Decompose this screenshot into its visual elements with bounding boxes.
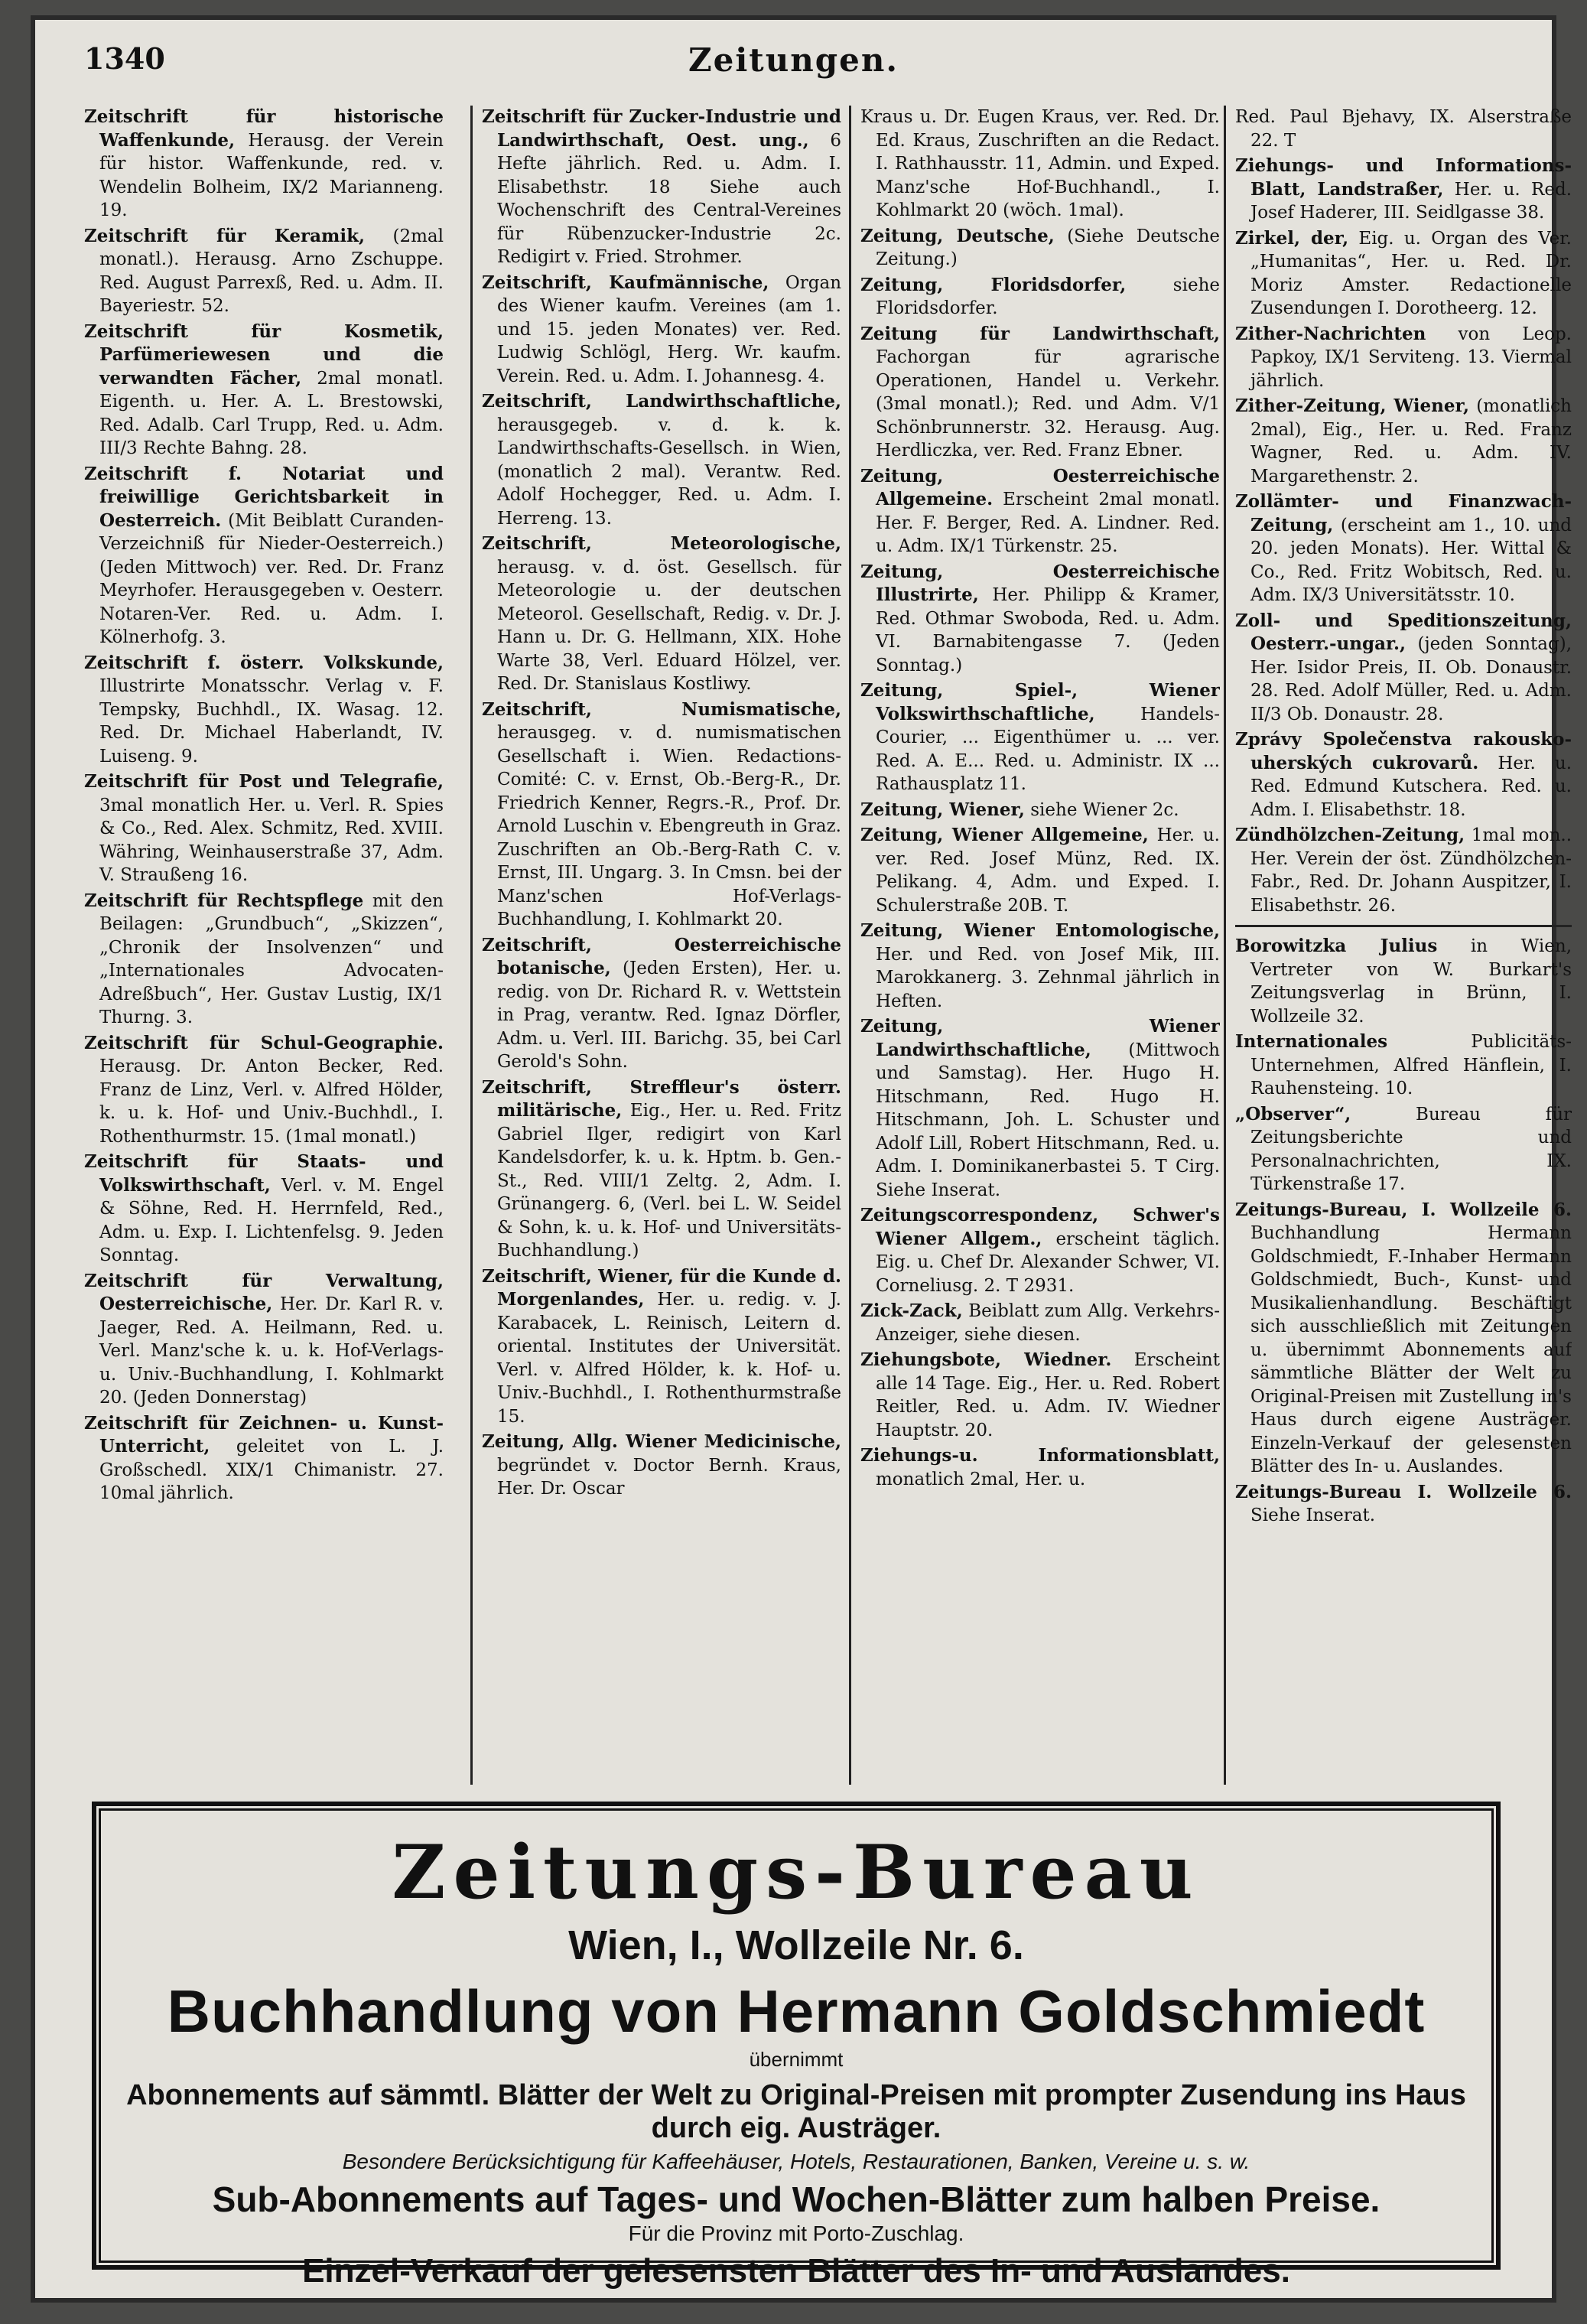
directory-entry (482, 272, 841, 389)
entry-text: (erscheint am 1., 10. und 20. jeden Monats). Her. Wittal & Co., Red. Fritz Wobitsch, Red. u. Adm. IX/3 Universitätsstr. 10. (1250, 515, 1572, 605)
directory-entry (84, 463, 444, 649)
directory-entry (482, 934, 841, 1074)
page-header (84, 41, 1503, 87)
entry-heading: Zoll- und Speditionszeitung, Oesterr.-ungar., (1235, 610, 1572, 654)
entry-heading: Internationales (1235, 1031, 1388, 1052)
directory-entry (860, 1300, 1220, 1346)
directory-entry (860, 274, 1220, 321)
directory-entry (84, 106, 444, 223)
ad-single-sale-line: Einzel-Verkauf der gelesensten Blätter des In- und Auslandes. (302, 2252, 1290, 2290)
entry-text: Organ des Wiener kaufm. Vereines (am 1. und 15. jeden Monates) ver. Red. Ludwig Schlögl, Herg. Wr. kaufm. Verein. Red. u. Adm. I. Johannesg. 4. (497, 272, 841, 386)
entry-text: Erscheint alle 14 Tage. Eig., Her. u. Red. Robert Reitler, Red. u. Adm. IV. Wiedner Hauptstr. 20. (876, 1350, 1220, 1440)
directory-entry (860, 225, 1220, 272)
entry-heading: Ziehungsbote, Wiedner. (860, 1349, 1112, 1370)
entry-heading: Zeitung, Oesterreichische Illustrirte, (860, 561, 1220, 605)
entry-heading: Zeitungs-Bureau I. Wollzeile 6. (1235, 1481, 1572, 1502)
directory-columns (84, 106, 1572, 1785)
entry-text: herausgegeb. v. d. k. k. Landwirthschafts-Gesellsch. in Wien, (monatlich 2 mal). Verantw. Red. Adolf Hochegger, Red. u. Adm. I. Herreng. 13. (497, 415, 841, 529)
entry-heading: Ziehungs-u. Informationsblatt, (860, 1445, 1220, 1466)
entry-heading: Zeitungs-Bureau, I. Wollzeile 6. (1235, 1199, 1572, 1220)
directory-entry (860, 465, 1220, 558)
entry-heading: Zeitschrift, Oesterreichische botanische, (482, 934, 841, 978)
directory-entry (860, 799, 1220, 822)
entry-text: Herausg. der Verein für histor. Waffenkunde, red. v. Wendelin Bolheim, IX/2 Marianneng. 19. (99, 130, 444, 220)
entry-text: Buchhandlung Hermann Goldschmiedt, F.-Inhaber Hermann Goldschmiedt, Buch-, Kunst- und Musikalienhandlung. Beschäftigt sich ausschließlich mit Zeitungen u. übernimmt Abonnements auf sämmtliche Blätter der Welt zu Original-Preisen mit Zustellung in's Haus durch eigene Austräger. Einzeln-Verkauf der gelesensten Blätter des In- u. Auslandes. (1250, 1223, 1572, 1476)
directory-entry (84, 770, 444, 887)
directory-entry (860, 1204, 1220, 1297)
entry-heading: Zeitschrift, Numismatische, (482, 698, 841, 720)
entry-text: in Wien, Vertreter von W. Burkart's Zeitungsverlag in Brünn, I. Wollzeile 32. (1250, 936, 1572, 1027)
entry-heading: Zither-Nachrichten (1235, 323, 1426, 344)
entry-heading: Zeitung, Wiener Landwirthschaftliche, (860, 1016, 1220, 1060)
directory-entry (84, 225, 444, 318)
entry-text: siehe Wiener 2c. (1030, 799, 1179, 820)
entry-heading: Zeitschrift für Verwaltung, Oesterreichische, (84, 1270, 444, 1314)
directory-entry (84, 890, 444, 1030)
entry-heading: „Observer“, (1235, 1103, 1351, 1125)
entry-text: (Mittwoch und Samstag). Her. Hugo H. Hitschmann, Red. Hugo H. Hitschmann, Joh. L. Schuster und Adolf Lill, Robert Hitschmann, Red. u. Adm. I. Dominikanerbastei 5. T Cirg. Siehe Inserat. (876, 1040, 1220, 1200)
entry-heading: Zeitung, Spiel-, Wiener Volkswirthschaftliche, (860, 680, 1220, 724)
entry-text: Her. u. Red. Josef Haderer, III. Seidlgasse 38. (1250, 179, 1572, 223)
directory-entry (482, 390, 841, 530)
entry-heading: Zeitschrift f. österr. Volkskunde, (84, 652, 444, 673)
entry-heading: Zeitschrift für Post und Telegrafie, (84, 771, 444, 792)
entry-heading: Zirkel, der, (1235, 227, 1349, 249)
entry-text: Siehe Inserat. (1250, 1505, 1376, 1525)
entry-heading: Zither-Zeitung, Wiener, (1235, 395, 1469, 416)
entry-heading: Zick-Zack, (860, 1300, 963, 1321)
directory-entry (1235, 395, 1572, 488)
entry-text: Fachorgan für agrarische Operationen, Handel u. Verkehr. (3mal monatl.); Red. und Adm. V/1 Schönbrunnerstr. 32. Herausg. Aug. Herdliczka, ver. Red. Franz Ebner. (876, 347, 1220, 461)
entry-text: herausg. v. d. öst. Gesellsch. für Meteorologie u. der deutschen Meteorol. Gesellschaft, Redig. v. Dr. J. Hann u. Dr. G. Hellmann, XIX. Hohe Warte 38, Verl. Eduard Hölzel, ver. Red. Dr. Stanislaus Kostliwy. (497, 557, 841, 694)
entry-text: 3mal monatlich Her. u. Verl. R. Spies & Co., Red. Alex. Schmitz, Red. XVIII. Währing, Weinhauserstraße 37, Adm. V. Straußeng 16. (99, 795, 444, 885)
entry-text: Publicitäts-Unternehmen, Alfred Hänflein, I. Rauhensteing. 10. (1250, 1032, 1572, 1099)
entry-text: Her. u. redig. v. J. Karabacek, L. Reinisch, Leitern d. oriental. Institutes der Universität. Verl. v. Alfred Hölder, k. k. Hof- u. Univ.-Buchhdl., I. Rothenthurmstraße 15. (497, 1290, 841, 1427)
section-divider (1235, 925, 1572, 927)
page-number: 1340 (84, 41, 165, 76)
entry-text: 2mal monatl. Eigenth. u. Her. A. L. Brestowski, Red. Adalb. Carl Trupp, Red. u. Adm. III/3 Rechte Bahng. 28. (99, 368, 444, 458)
entry-heading: Zeitschrift, Streffleur's österr. militärische, (482, 1076, 841, 1121)
entry-heading: Zeitschrift, Wiener, für die Kunde d. Morgenlandes, (482, 1265, 841, 1310)
entry-text: Her. u. ver. Red. Josef Münz, Red. IX. Pelikang. 4, Adm. und Exped. I. Schulerstraße 20B. T. (876, 825, 1220, 916)
entry-heading: Zeitschrift für Zeichnen- u. Kunst-Unterricht, (84, 1412, 444, 1457)
entry-heading: Zeitschrift f. Notariat und freiwillige Gerichtsbarkeit in Oesterreich. (84, 463, 444, 531)
directory-entry (482, 1431, 841, 1501)
directory-entry (860, 323, 1220, 463)
entry-heading: Zeitschrift, Landwirthschaftliche, (482, 391, 841, 412)
entry-text: Her. und Red. von Josef Mik, III. Marokkanerg. 3. Zehnmal jährlich in Heften. (876, 944, 1220, 1011)
entry-heading: Zeitungscorrespondenz, Schwer's Wiener Allgem., (860, 1205, 1220, 1249)
entry-text: Beiblatt zum Allg. Verkehrs-Anzeiger, siehe diesen. (876, 1301, 1220, 1345)
directory-entry (860, 1015, 1220, 1202)
directory-entry (860, 106, 1220, 223)
ad-offer-line: Abonnements auf sämmtl. Blätter der Welt zu Original-Preisen mit prompter Zusendung ins Haus durch eig. Austräger. (126, 2079, 1466, 2144)
ad-shop-name: Buchhandlung von Hermann Goldschmiedt (167, 1977, 1426, 2045)
ad-title: Zeitungs-Bureau (392, 1829, 1201, 1916)
directory-entry (860, 561, 1220, 678)
entry-text: erscheint täglich. Eig. u. Chef Dr. Alexander Schwer, VI. Corneliusg. 2. T 2931. (876, 1229, 1220, 1296)
entry-text: Red. Paul Bjehavy, IX. Alserstraße 22. T (1235, 107, 1572, 151)
directory-entry (1235, 1103, 1572, 1196)
directory-entry (1235, 824, 1572, 917)
page (31, 15, 1572, 2303)
entry-text: mit den Beilagen: „Grundbuch“, „Skizzen“, „Chronik der Insolvenzen“ und „Internationales Advocaten-Adreßbuch“, Her. Gustav Lustig, IX/1 Thurng. 3. (99, 890, 444, 1027)
entry-heading: Zeitschrift für historische Waffenkunde, (84, 106, 444, 151)
entry-heading: Zeitung, Floridsdorfer, (860, 274, 1127, 295)
directory-entry (1235, 1199, 1572, 1479)
entry-heading: Zprávy Společenstva rakousko-uherských cukrovarů. (1235, 729, 1572, 773)
entry-heading: Zeitschrift für Rechtspflege (84, 890, 364, 911)
directory-entry (1235, 728, 1572, 822)
directory-entry (860, 920, 1220, 1013)
entry-heading: Zollämter- und Finanzwach-Zeitung, (1235, 491, 1572, 535)
entry-text: Erscheint 2mal monatl. Her. F. Berger, Red. A. Lindner. Red. u. Adm. IX/1 Türkenstr. 25. (876, 490, 1220, 556)
entry-text: monatlich 2mal, Her. u. (876, 1469, 1086, 1489)
directory-entry (84, 1151, 444, 1268)
entry-text: 1mal mon.. Her. Verein der öst. Zündhölzchen-Fabr., Red. Dr. Johann Auspitzer, I. Elisabethstr. 26. (1250, 825, 1572, 916)
directory-entry (482, 532, 841, 696)
column-1 (84, 106, 444, 1785)
ad-address: Wien, I., Wollzeile Nr. 6. (568, 1922, 1024, 1968)
entry-text: (Siehe Deutsche Zeitung.) (876, 226, 1220, 269)
entry-heading: Zeitung, Wiener, (860, 799, 1025, 820)
entry-heading: Zeitschrift für Keramik, (84, 225, 366, 246)
entry-text: von Leop. Papkoy, IX/1 Serviteng. 13. Viermal jährlich. (1250, 324, 1572, 391)
entry-heading: Zeitschrift für Schul-Geographie. (84, 1032, 444, 1053)
entry-text: Bureau für Zeitungsberichte und Personalnachrichten, IX. Türkenstraße 17. (1250, 1104, 1572, 1194)
entry-heading: Zeitschrift, Kaufmännische, (482, 272, 769, 293)
directory-entry (1235, 227, 1572, 321)
entry-heading: Zeitung, Wiener Allgemeine, (860, 825, 1149, 845)
entry-heading: Zündhölzchen-Zeitung, (1235, 825, 1465, 845)
entry-text: (monatlich 2mal), Eig., Her. u. Red. Franz Wagner, Red. u. Adm. IV. Margarethenstr. 2. (1250, 396, 1572, 487)
directory-entry (84, 321, 444, 461)
directory-entry (1235, 490, 1572, 607)
ad-special-line: Besondere Berücksichtigung für Kaffeehäuser, Hotels, Restaurationen, Banken, Vereine u. s. w. (342, 2150, 1250, 2173)
entry-text: 6 Hefte jährlich. Red. u. Adm. I. Elisabethstr. 18 Siehe auch Wochenschrift des Central-Vereines für Rübenzucker-Industrie 2c. Redigirt v. Fried. Strohmer. (497, 130, 841, 267)
entry-text: Eig. u. Organ des Ver. „Humanitas“, Her. u. Red. Dr. Moriz Amster. Redactionelle Zusendungen I. Dorotheerg. 12. (1250, 228, 1572, 318)
entry-heading: Zeitung, Oesterreichische Allgemeine. (860, 465, 1220, 509)
directory-entry (482, 106, 841, 269)
entry-text: Her. Philipp & Kramer, Red. Othmar Swoboda, Red. u. Adm. VI. Barnabitengasse 7. (Jeden Sonntag.) (876, 585, 1220, 675)
directory-entry (84, 1270, 444, 1410)
entry-heading: Zeitschrift für Zucker-Industrie und Landwirthschaft, Oest. ung., (482, 106, 841, 151)
ad-takes-label: übernimmt (749, 2048, 844, 2071)
ad-sub-abonnement-line: Sub-Abonnements auf Tages- und Wochen-Blätter zum halben Preise. (212, 2179, 1380, 2219)
entry-text: geleitet von L. J. Großschedl. XIX/1 Chimanistr. 27. 10mal jährlich. (99, 1437, 444, 1503)
entry-text: Her. u. Red. Edmund Kutschera. Red. u. Adm. I. Elisabethstr. 18. (1250, 753, 1572, 820)
entry-text: begründet v. Doctor Bernh. Kraus, Her. Dr. Oscar (497, 1455, 841, 1499)
entry-text: (Mit Beiblatt Curanden-Verzeichniß für Nieder-Oesterreich.) (Jeden Mittwoch) ver. Red. Dr. Franz Meyrhofer. Herausgegeben v. Oesterr. Notaren-Ver. Red. u. Adm. I. Kölnerhofg. 3. (99, 510, 444, 647)
entry-text: Illustrirte Monatsschr. Verlag v. F. Tempsky, Buchhdl., IX. Wasag. 12. Red. Dr. Michael Haberlandt, IV. Luiseng. 9. (99, 676, 444, 767)
entry-text: (Jeden Ersten), Her. u. redig. von Dr. Richard R. v. Wettstein in Prag, verantw. Red. Ignaz Dörfler, Adm. u. Verl. III. Barichg. 35, bei Carl Gerold's Sohn. (497, 959, 841, 1072)
directory-entry (1235, 935, 1572, 1028)
entry-text: Her. Dr. Karl R. v. Jaeger, Red. A. Heilmann, Red. u. Verl. Manz'sche k. u. k. Hof-Verlags- u. Univ.-Buchhandlung, I. Kohlmarkt 20. (Jeden Donnerstag) (99, 1294, 444, 1408)
directory-entry (860, 824, 1220, 917)
entry-heading: Zeitung, Deutsche, (860, 225, 1055, 246)
entry-text: siehe Floridsdorfer. (876, 275, 1220, 318)
advertisement-box (92, 1802, 1501, 2290)
entry-heading: Zeitung für Landwirthschaft, (860, 323, 1220, 344)
column-2 (470, 106, 841, 1785)
entry-heading: Ziehungs- und Informations-Blatt, Landstraßer, (1235, 155, 1572, 200)
entry-heading: Zeitung, Wiener Entomologische, (860, 920, 1220, 941)
directory-entry (1235, 610, 1572, 727)
entry-text: herausgeg. v. d. numismatischen Gesellschaft i. Wien. Redactions-Comité: C. v. Ernst, Ob.-Berg-R., Dr. Friedrich Kenner, Regrs.-R., Prof. Dr. Arnold Luschin v. Ebengreuth in Graz. Zuschriften an Ob.-Berg-Rath C. v. Ernst, III. Ungarg. 3. In Cmsn. bei der Manz'schen Hof-Verlags-Buchhandlung, I. Kohlmarkt 20. (497, 723, 841, 929)
ad-province-line: Für die Provinz mit Porto-Zuschlag. (628, 2221, 964, 2245)
directory-entry (1235, 323, 1572, 393)
column-3 (849, 106, 1220, 1785)
directory-entry (1235, 106, 1572, 152)
directory-entry (1235, 1481, 1572, 1528)
directory-entry (84, 1032, 444, 1149)
page-title: Zeitungen. (688, 41, 899, 79)
directory-entry (860, 1349, 1220, 1442)
directory-entry (860, 679, 1220, 796)
directory-entry (860, 1444, 1220, 1491)
entry-text: (jeden Sonntag), Her. Isidor Preis, II. Ob. Donaustr. 28. Red. Adolf Müller, Red. u. Adm. II/3 Ob. Donaustr. 28. (1250, 634, 1572, 724)
entry-heading: Zeitschrift, Meteorologische, (482, 533, 841, 554)
directory-entry (84, 652, 444, 769)
entry-text: Herausg. Dr. Anton Becker, Red. Franz de Linz, Verl. v. Alfred Hölder, k. u. k. Hof- und Univ.-Buchhdl., I. Rothenthurmstr. 15. (1mal monatl.) (99, 1056, 444, 1147)
directory-entry (84, 1412, 444, 1505)
directory-entry (482, 1076, 841, 1263)
directory-entry (482, 698, 841, 932)
entry-heading: Zeitung, Allg. Wiener Medicinische, (482, 1431, 841, 1452)
entry-text: (2mal monatl.). Herausg. Arno Zschuppe. Red. August Parrexß, Red. u. Adm. II. Bayeriestr. 52. (99, 226, 444, 316)
directory-entry (1235, 1030, 1572, 1101)
column-4 (1224, 106, 1572, 1785)
directory-entry (482, 1265, 841, 1429)
entry-heading: Zeitschrift für Staats- und Volkswirthschaft, (84, 1151, 444, 1196)
entry-heading: Zeitschrift für Kosmetik, Parfümeriewesen und die verwandten Fächer, (84, 321, 444, 389)
entry-heading: Borowitzka Julius (1235, 936, 1438, 956)
entry-text: Eig., Her. u. Red. Fritz Gabriel Ilger, redigirt von Karl Kandelsdorfer, k. u. k. Hptm. b. Gen.-St., Red. VIII/1 Zeltg. 2, Adm. I. Grünangerg. 6, (Verl. bei L. W. Seidel & Sohn, k. u. k. Hof- und Universitäts-Buchhandlung.) (497, 1101, 841, 1261)
entry-text: Kraus u. Dr. Eugen Kraus, ver. Red. Dr. Ed. Kraus, Zuschriften an die Redact. I. Rathhausstr. 11, Admin. und Exped. Manz'sche Hof-Buchhandl., I. Kohlmarkt 20 (wöch. 1mal). (860, 107, 1220, 220)
entry-text: Handels-Courier, ... Eigenthümer u. ... ver. Red. A. E... Red. u. Administr. IX ... Rathausplatz 11. (876, 704, 1220, 794)
directory-entry (1235, 155, 1572, 225)
entry-text: Verl. v. M. Engel & Söhne, Red. H. Herrnfeld, Red., Adm. u. Exp. I. Lichtenfelsg. 9. Jeden Sonntag. (99, 1175, 444, 1265)
